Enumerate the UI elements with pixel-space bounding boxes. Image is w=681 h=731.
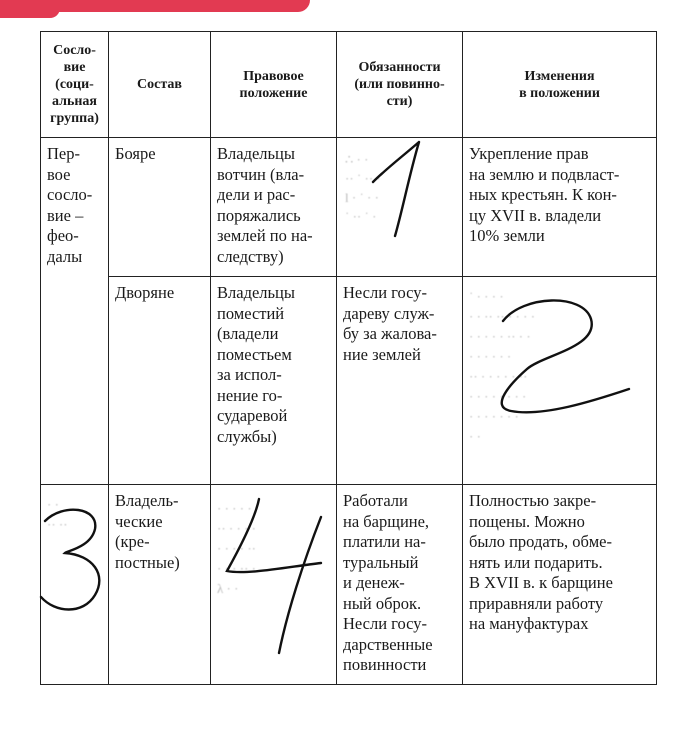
cell-estate-feudals: Пер- вое сосло- вие – фео- далы [41,138,109,485]
erased-text-smudge: ˙ · · · · · · ·· ·· · · · · · · · · · ·· · · · · · · · · ·· · · · · · ·· · · · · · · · · · · · · · · · · · [469,289,536,444]
cell-changes-erased [463,277,657,485]
cell-composition: Дворяне [109,277,211,485]
cell-legal: Владельцы вотчин (вла- дели и рас- поряжались землей по на- следству) [211,138,337,277]
header-legal-status: Правовое положение [211,32,337,138]
cell-legal-erased [211,485,337,685]
cell-duties-erased [337,138,463,277]
header-composition: Состав [109,32,211,138]
cell-changes: Укрепление прав на землю и подвласт- ных крестьян. К кон- цу XVII в. владели 10% земли [463,138,657,277]
table-row-serfs [41,485,657,685]
header-changes: Изменения в положении [463,32,657,138]
cell-composition: Владель- ческие (кре- постные) [109,485,211,685]
cell-duties: Работали на барщине, платили на- туральный и денеж- ный оброк. Несли госу- дарственные повинности [337,485,463,685]
erased-text-smudge: · · ·· ·· [47,497,68,532]
header-duties: Обязанности (или повинно- сти) [337,32,463,138]
cell-changes: Полностью закре- пощены. Можно было продать, обме- нять или подарить. В XVII в. к барщине приравняли работу на мануфактурах [463,485,657,685]
red-marker-stroke-edge [0,0,60,18]
header-row [41,32,657,138]
cell-duties: Несли госу- дареву служ- бу за жалова- ние землей [337,277,463,485]
table-row-boyars [41,138,657,277]
erased-text-smudge: · · · · · ·· · · · · · · · · ·· · · · ·· · λ · · [217,501,256,596]
table-row-nobles [41,277,657,485]
header-estate: Сосло- вие (соци- альная группа) [41,32,109,138]
cell-estate-erased [41,485,109,685]
estates-table [40,31,657,685]
cell-legal: Владельцы поместий (владели поместьем за испол- нение го- сударевой службы) [211,277,337,485]
erased-text-smudge: ∴ · · ·· ˙ ·· · l · ˙ · · ˙ ·· ˙ · [345,152,381,224]
cell-composition: Бояре [109,138,211,277]
